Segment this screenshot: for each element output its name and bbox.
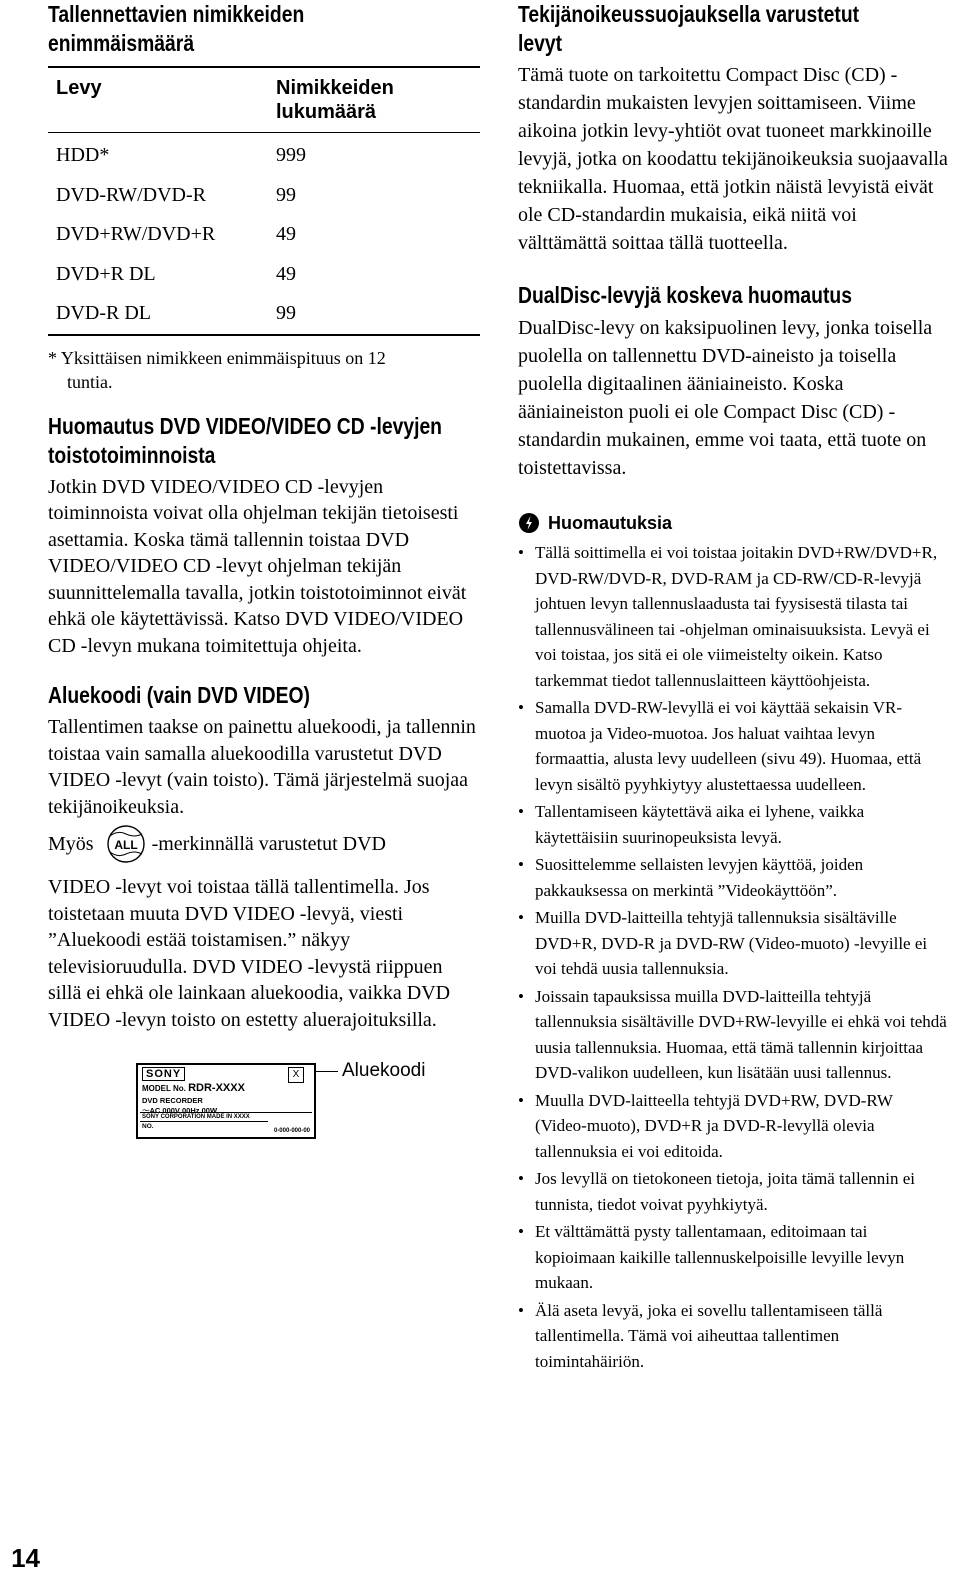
label-maker: SONY CORPORATION MADE IN XXXX (142, 1114, 250, 1120)
note-text: Joissain tapauksissa muilla DVD-laitteilla tehtyjä tallennuksia sisältäville DVD+RW-levyille ei ehkä voi tehdä uusia tallennuksia. Huomaa, että tämä tallennin kirjoittaa DVD-valikon uudelleen, kun lisätään uusi tallennus. (535, 986, 947, 1082)
dualdisc-heading (518, 281, 948, 310)
bullet: • (518, 1222, 524, 1241)
list-item (518, 905, 948, 982)
count-cell: 99 (276, 183, 296, 206)
model-number: RDR-XXXX (188, 1082, 245, 1094)
notes-heading (518, 512, 948, 534)
count-cell: 49 (276, 262, 296, 285)
bullet: • (518, 1090, 524, 1110)
copyright-body: Tämä tuote on tarkoitettu Compact Disc (CD) -standardin mukaisten levyjen soittamiseen. Viime aikoina jotkin levy-yhtiöt ovat tuoneet markkinoille levyjä, jotka on koodattu tekijänoikeuksia suojaavalla tekniikalla. Huomaa, että jotkin näistä levyistä eivät ole CD-standardin mukaisia, eikä niitä voi välttämättä soittaa tällä tuotteella. (518, 64, 948, 254)
label-divider (140, 1112, 312, 1113)
model-prefix: MODEL No. (142, 1084, 186, 1093)
footnote-line: * Yksittäisen nimikkeen enimmäispituus on 12 (48, 347, 386, 368)
list-item (518, 1219, 948, 1296)
disc-cell: DVD+RW/DVD+R (56, 223, 216, 246)
table-row (48, 136, 480, 176)
note-text: Tällä soittimella ei voi toistaa joitakin DVD+RW/DVD+R, DVD-RW/DVD-R, DVD-RAM ja CD-RW/CD-R-levyjä johtuen levyn tallennuslaadusta tai fyysisestä tilasta tai tallennusvälineen tai -ohjelman ominaisuuksista. Levyä ei voi toistaa, jos sitä ei ole viimeistelty oikein. Katso tarkemmat tiedot tallennuslaitteen käyttöohjeista. (535, 543, 938, 690)
disc-cell: DVD-RW/DVD-R (56, 183, 206, 206)
label-product: DVD RECORDER (142, 1096, 203, 1105)
heading-line: Tallennettavien nimikkeiden (48, 1, 305, 27)
disc-cell: DVD+R DL (56, 262, 156, 285)
bullet: • (518, 1300, 524, 1320)
leader-line (316, 1071, 338, 1072)
bullet: • (518, 543, 524, 562)
left-column (48, 0, 478, 1141)
notes-list (518, 540, 948, 1374)
region-all-prefix: Myös (48, 832, 94, 855)
rating-label-figure (48, 1060, 478, 1141)
region-code-heading (48, 681, 478, 710)
heading-line: DualDisc-levyjä koskeva huomautus (518, 282, 852, 308)
disc-cell: DVD-R DL (56, 302, 151, 325)
note-text: Et välttämättä pysty tallentamaan, editoimaan tai kopioimaan kaikille tallennuskelpoisille levyille levyn mukaan. (535, 1222, 905, 1292)
region-code-caption: Aluekoodi (342, 1060, 426, 1081)
heading-line: Tekijänoikeussuojauksella varustetut (518, 1, 860, 27)
region-all-line (48, 824, 478, 864)
bullet: • (518, 855, 524, 874)
label-power: ～AC 000V 00Hz 00W (142, 1106, 218, 1115)
rating-label (136, 1063, 316, 1139)
region-code-body-continued: VIDEO -levyt voi toistaa tällä tallentimella. Jos toistetaan muuta DVD VIDEO -levyä, viesti ”Aluekoodi estää toistamisen.” näkyy televisioruudulla. DVD VIDEO -levystä riippuen sillä ei ehkä ole lainkaan aluekoodia, vaikka DVD VIDEO -levyn toisto on estetty aluerajoituksilla. (48, 876, 451, 1031)
bullet: • (518, 698, 524, 717)
region-code-body: Tallentimen taakse on painettu aluekoodi, ja tallennin toistaa vain samalla aluekoodilla varustetut DVD VIDEO -levyt (vain toisto). Tämä järjestelmä suojaa tekijänoikeuksia. (48, 716, 476, 818)
label-divider (140, 1121, 268, 1122)
count-cell: 49 (276, 223, 296, 246)
list-item (518, 1298, 948, 1375)
playback-note-heading (48, 412, 478, 470)
heading-line: Huomautus DVD VIDEO/VIDEO CD -levyjen (48, 412, 442, 439)
list-item (518, 984, 948, 1086)
heading-line: toistotoiminnoista (48, 441, 216, 468)
bullet: • (518, 802, 524, 821)
note-text: Suosittelemme sellaisten levyjen käyttöä, joiden pakkauksessa on merkintä ”Videokäyttöön”. (535, 855, 864, 900)
right-column (518, 0, 948, 1376)
table-row (48, 255, 480, 295)
note-text: Tallentamiseen käytettävä aika ei lyhene, vaikka käytettäisiin suurinopeuksista levyä. (535, 802, 865, 847)
list-item (518, 540, 948, 693)
list-item (518, 799, 948, 850)
count-cell: 999 (276, 144, 306, 167)
region-all-icon (106, 824, 146, 864)
table-footnote (48, 346, 478, 394)
warning-icon (518, 512, 540, 534)
max-titles-table (48, 66, 480, 336)
table-body (48, 133, 480, 334)
sony-logo: SONY (142, 1067, 185, 1081)
heading-line: levyt (518, 30, 563, 56)
bullet: • (518, 908, 524, 927)
column-header-count: Nimikkeiden lukumäärä (276, 77, 394, 123)
list-item (518, 1088, 948, 1165)
table-row (48, 176, 480, 216)
heading-line: enimmäismäärä (48, 30, 195, 56)
list-item (518, 852, 948, 903)
label-model (142, 1082, 245, 1094)
note-text: Samalla DVD-RW-levyllä ei voi käyttää sekaisin VR-muotoa ja Video-muotoa. Jos haluat vaihtaa levyn formaattia, alusta levy uudelleen (sivu 49). Huomaa, että levyn sisältö pyyhkiytyy alustettaessa uudelleen. (535, 698, 922, 794)
note-text: Jos levyllä on tietokoneen tietoja, joita tämä tallennin ei tunnista, tiedot voivat pyyhkiytyä. (535, 1169, 916, 1214)
list-item (518, 695, 948, 797)
region-all-icon-text: ALL (113, 838, 138, 852)
disc-cell: HDD* (56, 144, 110, 167)
page-number: 14 (0, 1535, 44, 1582)
column-header-disc: Levy (56, 77, 102, 99)
copyright-heading (518, 0, 948, 58)
note-text: Älä aseta levyä, joka ei sovellu tallentamiseen tällä tallentimella. Tämä voi aiheuttaa tallentimen toimintahäiriön. (535, 1300, 883, 1371)
max-titles-heading (48, 0, 478, 58)
table-header (48, 68, 480, 133)
region-all-suffix: -merkinnällä varustetut DVD (151, 832, 386, 855)
dualdisc-body: DualDisc-levy on kaksipuolinen levy, jonka toisella puolella on tallennettu DVD-aineisto ja toisella puolella digitaalinen ääniaineisto. Koska ääniaineiston puoli ei ole Compact Disc (CD) -standardin mukainen, emme voi taata, että tuote on toistettavissa. (518, 317, 933, 479)
bullet: • (518, 986, 524, 1006)
note-text: Muulla DVD-laitteella tehtyjä DVD+RW, DVD-RW (Video-muoto), DVD+R ja DVD-R-levyllä olevia tallennuksia ei voi editoida. (535, 1090, 893, 1161)
note-text: Muilla DVD-laitteilla tehtyjä tallennuksia sisältäville DVD+R, DVD-R ja DVD-RW (Video-muoto) -levyille ei voi tehdä uusia tallennuksia. (535, 908, 928, 978)
playback-note-body: Jotkin DVD VIDEO/VIDEO CD -levyjen toiminnoista voivat olla ohjelman tekijän tietoisesti asettamia. Koska tämä tallennin toistaa DVD VIDEO/VIDEO CD -levyt ohjelman tekijän suunnittelemalla tavalla, jotkin toistotoiminnot eivät ehkä ole käytettävissä. Katso DVD VIDEO/VIDEO CD -levyn mukana toimitettuja ohjeita. (48, 475, 467, 657)
list-item (518, 1166, 948, 1217)
region-code-mark: X (288, 1067, 304, 1083)
table-row (48, 215, 480, 255)
notes-title: Huomautuksia (548, 512, 673, 533)
heading-line: Aluekoodi (vain DVD VIDEO) (48, 682, 310, 708)
bullet: • (518, 1169, 524, 1188)
label-serial: 0-000-000-00 (273, 1128, 310, 1134)
label-no: NO. (142, 1123, 154, 1130)
table-row (48, 294, 480, 334)
footnote-line: tuntia. (67, 371, 113, 392)
count-cell: 99 (276, 302, 296, 325)
